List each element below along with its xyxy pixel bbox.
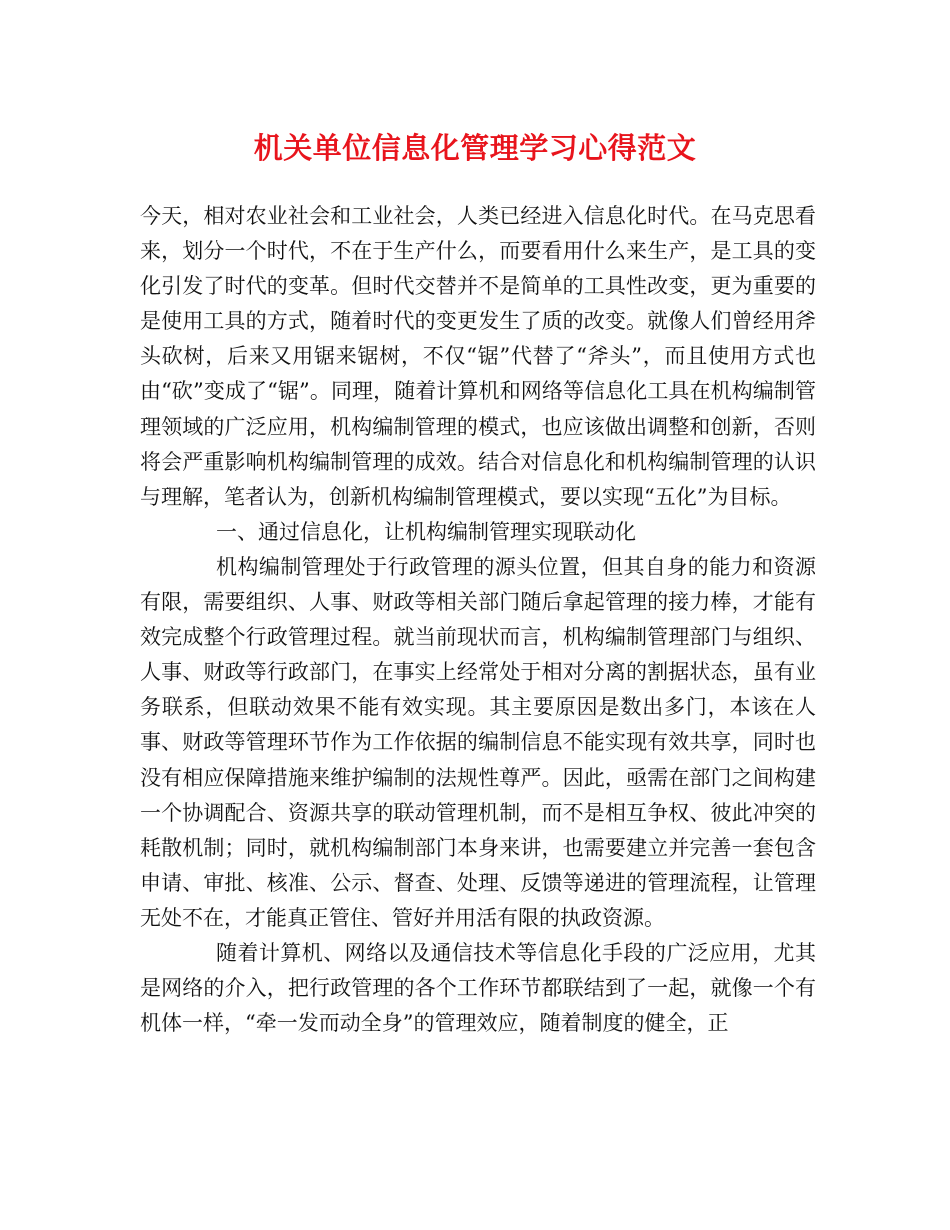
document-body: [140, 199, 816, 1041]
paragraph-intro: 今天，相对农业社会和工业社会，人类已经进入信息化时代。在马克思看来，划分一个时代，不在于生产什么，而要看用什么来生产，是工具的变化引发了时代的变革。但时代交替并不是简单的工具性改变，更为重要的是使用工具的方式，随着时代的变更发生了质的改变。就像人们曾经用斧头砍树，后来又用锯来锯树，不仅“锯”代替了“斧头”，而且使用方式也由“砍”变成了“锯”。同理，随着计算机和网络等信息化工具在机构编制管理领域的广泛应用，机构编制管理的模式，也应该做出调整和创新，否则将会严重影响机构编制管理的成效。结合对信息化和机构编制管理的认识与理解，笔者认为，创新机构编制管理模式，要以实现“五化”为目标。: [140, 204, 816, 509]
paragraph-section-1: 机构编制管理处于行政管理的源头位置，但其自身的能力和资源有限，需要组织、人事、财政等相关部门随后拿起管理的接力棒，才能有效完成整个行政管理过程。就当前现状而言，机构编制管理部门与组织、人事、财政等行政部门，在事实上经常处于相对分离的割据状态，虽有业务联系，但联动效果不能有效实现。其主要原因是数出多门，本该在人事、财政等管理环节作为工作依据的编制信息不能实现有效共享，同时也没有相应保障措施来维护编制的法规性尊严。因此，亟需在部门之间构建一个协调配合、资源共享的联动管理机制，而不是相互争权、彼此冲突的耗散机制；同时，就机构编制部门本身来讲，也需要建立并完善一套包含申请、审批、核准、公示、督查、处理、反馈等递进的管理流程，让管理无处不在，才能真正管住、管好并用活有限的执政资源。: [140, 554, 816, 930]
paragraph-section-1-continued: 随着计算机、网络以及通信技术等信息化手段的广泛应用，尤其是网络的介入，把行政管理的各个工作环节都联结到了一起，就像一个有机体一样，“牵一发而动全身”的管理效应，随着制度的健全，正: [140, 940, 816, 1036]
section-heading-1: 一、通过信息化，让机构编制管理实现联动化: [216, 519, 636, 544]
document-title: 机关单位信息化管理学习心得范文: [253, 131, 697, 165]
